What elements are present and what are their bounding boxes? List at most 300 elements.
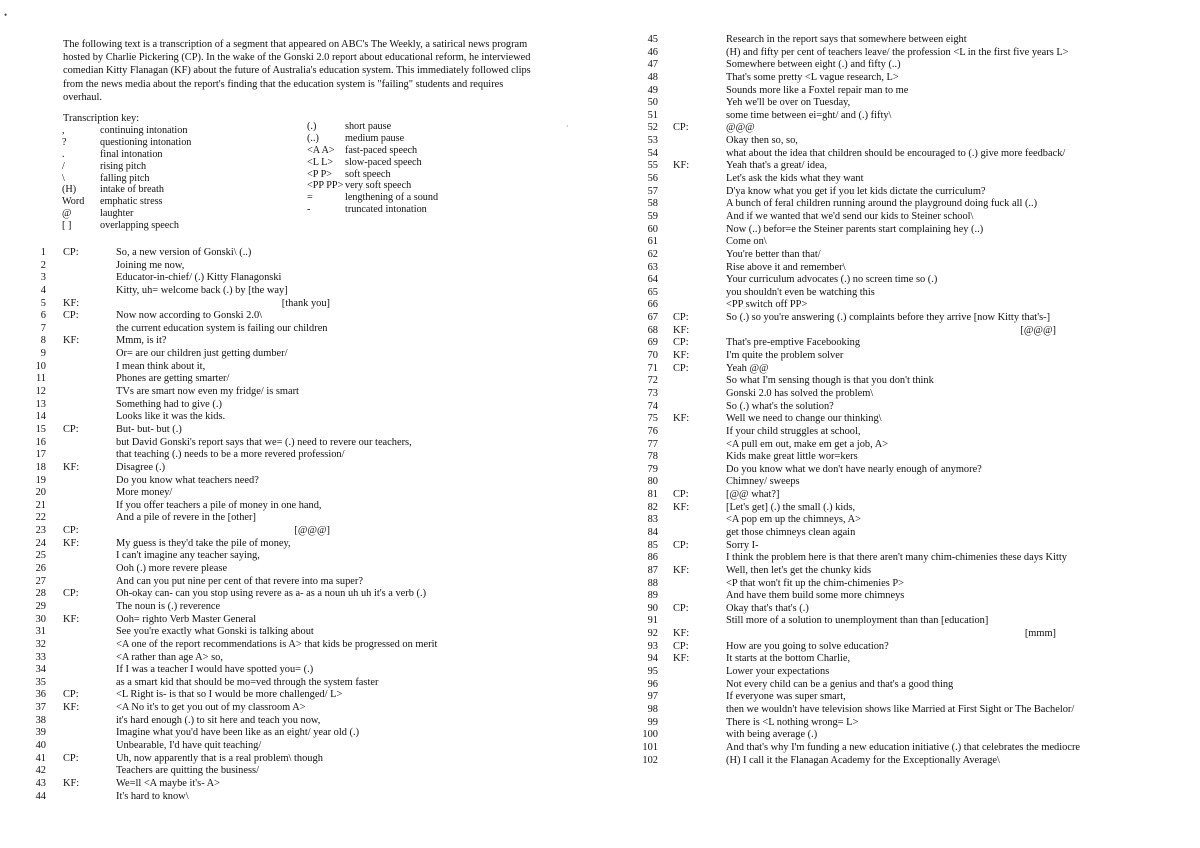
utterance-text: Yeah @@	[726, 362, 769, 374]
utterance-text: [@@ what?]	[726, 489, 780, 501]
utterance-text: I mean think about it,	[116, 360, 206, 372]
line-number: 32	[35, 638, 46, 650]
transcript-line	[28, 512, 437, 525]
line-number: 89	[647, 590, 658, 602]
utterance-text: Sorry I-	[726, 539, 759, 551]
line-number: 2	[40, 259, 46, 271]
line-number: 59	[647, 210, 658, 222]
line-number: 88	[647, 577, 658, 589]
line-number: 101	[642, 741, 658, 753]
utterance-text: Lower your expectations	[726, 666, 830, 678]
speaker-label	[658, 514, 726, 527]
speaker-label	[46, 563, 116, 576]
utterance-text: So, a new version of Gonski\ (..)	[116, 247, 252, 258]
speaker-label	[658, 262, 726, 275]
speaker-label	[46, 348, 116, 361]
speaker-label	[46, 449, 116, 462]
key-meaning: final intonation	[100, 148, 163, 160]
transcript-line	[640, 224, 1080, 237]
speaker-label	[658, 148, 726, 161]
speaker-label: CP:	[63, 247, 79, 258]
transcript-line	[640, 603, 1080, 616]
utterance-text: Do you know what teachers need?	[116, 474, 259, 486]
line-number: 7	[40, 322, 46, 334]
scan-mark-2: ·	[566, 122, 569, 131]
speaker-label	[46, 550, 116, 563]
utterance-text: It starts at the bottom Charlie,	[726, 653, 851, 665]
speaker-label	[46, 664, 116, 677]
transcript-line	[640, 691, 1080, 704]
speaker-label: CP:	[673, 312, 689, 324]
line-number: 79	[647, 463, 658, 475]
transcript-line	[640, 755, 1080, 768]
line-number: 87	[647, 564, 658, 576]
utterance-text: Well, then let's get the chunky kids	[726, 564, 872, 576]
line-number: 97	[647, 691, 658, 703]
line-number: 93	[647, 640, 658, 652]
transcript-line	[28, 462, 437, 475]
utterance-text: My guess is they'd take the pile of money,	[116, 537, 291, 549]
speaker-label	[658, 211, 726, 224]
key-row	[307, 180, 438, 192]
utterance-text: some time between ei=ght/ and (.) fifty\	[726, 109, 892, 121]
transcript-line	[28, 563, 437, 576]
transcript-line	[640, 565, 1080, 578]
utterance-text: Somewhere between eight (.) and fifty (..)	[726, 59, 901, 71]
line-number: 72	[647, 375, 658, 387]
transcript-line	[640, 135, 1080, 148]
key-meaning: laughter	[100, 208, 134, 220]
transcript-line	[640, 615, 1080, 628]
transcription-key-left	[62, 125, 191, 232]
transcript-line	[28, 399, 437, 412]
utterance-text: If I was a teacher I would have spotted you= (.)	[116, 664, 314, 676]
line-number: 81	[647, 489, 658, 501]
transcript-line	[640, 337, 1080, 350]
line-number: 1	[40, 247, 46, 258]
transcript-line	[28, 765, 437, 778]
line-number: 14	[35, 411, 46, 423]
key-row	[62, 208, 191, 220]
speaker-label: KF:	[673, 653, 690, 665]
utterance-text: then we wouldn't have television shows like Married at First Sight or The Bachelor/	[726, 703, 1075, 715]
speaker-label	[658, 451, 726, 464]
transcript-line	[640, 401, 1080, 414]
line-number: 67	[647, 312, 658, 324]
transcript-line	[28, 753, 437, 766]
speaker-label	[658, 578, 726, 591]
utterance-text: Gonski 2.0 has solved the problem\	[726, 387, 874, 399]
speaker-label	[46, 500, 116, 513]
utterance-text: So (.) so you're answering (.) complaints before they arrive [now Kitty that's-]	[726, 312, 1051, 324]
transcript-line	[640, 666, 1080, 679]
transcript-line	[28, 272, 437, 285]
key-meaning: intake of breath	[100, 184, 164, 196]
key-row	[62, 149, 191, 161]
utterance-text: That's some pretty <L vague research, L>	[726, 71, 899, 83]
line-number: 82	[647, 501, 658, 513]
speaker-label: KF:	[673, 160, 690, 172]
utterance-text: Chimney/ sweeps	[726, 476, 800, 488]
utterance-text: Ooh (.) more revere please	[116, 563, 228, 575]
speaker-label	[658, 287, 726, 300]
key-row	[307, 169, 438, 181]
utterance-text: Yeh we'll be over on Tuesday,	[726, 97, 851, 109]
line-number: 48	[647, 71, 658, 83]
speaker-label	[658, 615, 726, 628]
speaker-label	[46, 272, 116, 285]
transcript-line	[28, 386, 437, 399]
key-row	[62, 173, 191, 185]
transcript-line	[640, 388, 1080, 401]
utterance-text: <A pop em up the chimneys, A>	[726, 514, 861, 526]
line-number: 13	[35, 398, 46, 410]
speaker-label	[658, 590, 726, 603]
utterance-text: Looks like it was the kids.	[116, 411, 226, 423]
transcript-line	[640, 186, 1080, 199]
utterance-text: Phones are getting smarter/	[116, 373, 230, 385]
key-row	[307, 133, 438, 145]
line-number: 95	[647, 666, 658, 678]
utterance-text: <A No it's to get you out of my classroom A>	[116, 702, 306, 714]
speaker-label	[658, 299, 726, 312]
line-number: 75	[647, 413, 658, 425]
transcript-line	[640, 325, 1080, 338]
transcript-line	[640, 476, 1080, 489]
key-row	[62, 161, 191, 173]
transcript-line	[28, 285, 437, 298]
line-number: 12	[35, 386, 46, 398]
line-number: 57	[647, 185, 658, 197]
line-number: 83	[647, 514, 658, 526]
transcript-line	[640, 97, 1080, 110]
key-symbol: <A A>	[307, 144, 335, 156]
line-number: 37	[35, 702, 46, 714]
speaker-label: KF:	[673, 324, 690, 336]
utterance-text: A bunch of feral children running around the playground doing fuck all (..)	[726, 198, 1038, 210]
speaker-label	[658, 742, 726, 755]
line-number: 84	[647, 526, 658, 538]
utterance-text: But- but- but (.)	[116, 423, 182, 435]
transcript-line	[28, 538, 437, 551]
speaker-label	[658, 110, 726, 123]
transcript-line	[28, 778, 437, 791]
line-number: 80	[647, 476, 658, 488]
utterance-text: More money/	[116, 487, 173, 499]
key-row	[307, 145, 438, 157]
speaker-label	[46, 791, 116, 804]
transcript-line	[640, 641, 1080, 654]
line-number: 19	[35, 474, 46, 486]
utterance-text: get those chimneys clean again	[726, 526, 856, 538]
utterance-text: Imagine what you'd have been like as an eight/ year old (.)	[116, 727, 360, 739]
key-meaning: medium pause	[345, 132, 405, 144]
speaker-label	[46, 373, 116, 386]
transcript-line	[28, 411, 437, 424]
line-number: 62	[647, 248, 658, 260]
speaker-label	[658, 135, 726, 148]
key-meaning: very soft speech	[345, 180, 412, 192]
key-symbol: ,	[62, 125, 65, 136]
utterance-text: TVs are smart now even my fridge/ is smart	[116, 386, 299, 398]
key-row	[307, 192, 438, 204]
transcript-line	[28, 652, 437, 665]
speaker-label	[658, 375, 726, 388]
utterance-text: Disagree (.)	[116, 461, 166, 473]
utterance-text: Uh, now apparently that is a real problem\ though	[116, 752, 323, 764]
speaker-label	[658, 173, 726, 186]
key-symbol: .	[62, 148, 65, 160]
transcript-line	[640, 375, 1080, 388]
transcript-line	[640, 198, 1080, 211]
utterance-text: <P that won't fit up the chim-chimenies P>	[726, 577, 904, 589]
transcript-line	[640, 451, 1080, 464]
key-row	[62, 220, 191, 232]
line-number: 44	[35, 790, 46, 802]
line-number: 92	[647, 628, 658, 640]
utterance-text: with being average (.)	[726, 729, 818, 741]
transcript-line	[640, 502, 1080, 515]
utterance-text: D'ya know what you get if you let kids dictate the curriculum?	[726, 185, 986, 197]
key-meaning: emphatic stress	[100, 196, 163, 208]
key-meaning: continuing intonation	[100, 125, 188, 136]
speaker-label	[46, 652, 116, 665]
transcript-line	[28, 601, 437, 614]
line-number: 68	[647, 324, 658, 336]
line-number: 69	[647, 337, 658, 349]
key-row	[62, 125, 191, 137]
speaker-label	[46, 260, 116, 273]
transcript-line	[28, 475, 437, 488]
transcript-line	[640, 287, 1080, 300]
speaker-label: KF:	[63, 297, 80, 309]
transcript-line	[640, 704, 1080, 717]
line-number: 39	[35, 727, 46, 739]
transcript-line	[28, 677, 437, 690]
line-number: 58	[647, 198, 658, 210]
speaker-label: CP:	[63, 310, 79, 322]
speaker-label: KF:	[63, 461, 80, 473]
transcript-line	[640, 262, 1080, 275]
transcription-key-right	[307, 121, 438, 216]
transcript-line	[640, 299, 1080, 312]
utterance-text: Not every child can be a genius and that's a good thing	[726, 678, 954, 690]
line-number: 71	[647, 362, 658, 374]
speaker-label	[46, 765, 116, 778]
transcript-line	[28, 310, 437, 323]
utterance-text: (H) I call it the Flanagan Academy for the Exceptionally Average\	[726, 754, 1000, 766]
utterance-text: So (.) what's the solution?	[726, 400, 834, 412]
line-number: 90	[647, 602, 658, 614]
speaker-label	[658, 666, 726, 679]
transcript-line	[28, 260, 437, 273]
transcript-line	[640, 59, 1080, 72]
utterance-text: you shouldn't even be watching this	[726, 286, 875, 298]
utterance-text: And can you put nine per cent of that revere into ma super?	[116, 575, 363, 587]
line-number: 99	[647, 716, 658, 728]
transcript-line	[28, 626, 437, 639]
speaker-label	[46, 727, 116, 740]
utterance-text: Something had to give (.)	[116, 398, 222, 410]
transcript-line	[28, 525, 437, 538]
speaker-label: CP:	[63, 689, 79, 701]
speaker-label: CP:	[63, 752, 79, 764]
line-number: 55	[647, 160, 658, 172]
speaker-label	[658, 464, 726, 477]
key-symbol: <PP PP>	[307, 180, 344, 192]
utterance-text: (H) and fifty per cent of teachers leave/ the profession <L in the first five years L>	[726, 46, 1069, 58]
transcript-line	[640, 439, 1080, 452]
utterance-text: If you offer teachers a pile of money in one hand,	[116, 499, 322, 511]
speaker-label	[658, 72, 726, 85]
line-number: 41	[35, 752, 46, 764]
line-number: 31	[35, 626, 46, 638]
speaker-label: CP:	[63, 525, 79, 537]
utterance-text: See you're exactly what Gonski is talking about	[116, 626, 314, 638]
line-number: 53	[647, 135, 658, 147]
transcript-line	[640, 527, 1080, 540]
line-number: 42	[35, 765, 46, 777]
speaker-label: KF:	[673, 350, 690, 362]
transcript-line	[28, 247, 437, 260]
utterance-text: Yeah that's a great/ idea,	[726, 160, 827, 172]
transcript-line	[640, 173, 1080, 186]
utterance-text: Now now according to Gonski 2.0\	[116, 310, 263, 322]
utterance-text: what about the idea that children should be encouraged to (.) give more feedback/	[726, 147, 1066, 159]
speaker-label	[46, 601, 116, 614]
line-number: 15	[35, 423, 46, 435]
line-number: 63	[647, 261, 658, 273]
speaker-label: CP:	[673, 602, 689, 614]
line-number: 3	[40, 272, 46, 284]
key-row	[307, 204, 438, 216]
utterance-text: [mmm]	[1024, 628, 1056, 640]
line-number: 102	[642, 754, 658, 766]
key-symbol: Word	[62, 196, 85, 208]
line-number: 86	[647, 552, 658, 564]
transcript-line	[640, 236, 1080, 249]
speaker-label: CP:	[673, 362, 689, 374]
transcript-line	[28, 298, 437, 311]
key-row	[307, 121, 438, 133]
utterance-text: If your child struggles at school,	[726, 425, 861, 437]
line-number: 52	[647, 122, 658, 134]
utterance-text: So what I'm sensing though is that you don't think	[726, 375, 934, 387]
transcript-line	[28, 373, 437, 386]
key-meaning: rising pitch	[100, 160, 147, 172]
line-number: 29	[35, 600, 46, 612]
speaker-label: CP:	[63, 588, 79, 600]
speaker-label	[658, 691, 726, 704]
speaker-label	[658, 552, 726, 565]
utterance-text: Mmm, is it?	[116, 335, 167, 347]
transcript-line	[640, 742, 1080, 755]
speaker-label	[46, 411, 116, 424]
key-meaning: soft speech	[345, 168, 391, 180]
transcript-line	[640, 47, 1080, 60]
line-number: 33	[35, 651, 46, 663]
key-symbol: ?	[62, 136, 67, 148]
speaker-label	[46, 323, 116, 336]
line-number: 49	[647, 84, 658, 96]
speaker-label: KF:	[63, 537, 80, 549]
speaker-label	[658, 274, 726, 287]
utterance-text: You're better than that/	[726, 248, 821, 260]
line-number: 22	[35, 512, 46, 524]
transcript-line	[640, 464, 1080, 477]
speaker-label	[46, 487, 116, 500]
speaker-label	[658, 388, 726, 401]
utterance-text: that teaching (.) needs to be a more revered profession/	[116, 449, 345, 461]
utterance-text: Okay then so, so,	[726, 135, 798, 147]
utterance-text: And if we wanted that we'd send our kids to Steiner school\	[726, 210, 974, 222]
utterance-text: Come on\	[726, 236, 767, 248]
speaker-label: CP:	[673, 337, 689, 349]
speaker-label: CP:	[673, 640, 689, 652]
transcript-line	[640, 122, 1080, 135]
line-number: 73	[647, 387, 658, 399]
key-symbol: [ ]	[62, 220, 72, 232]
utterance-text: I can't imagine any teacher saying,	[116, 550, 260, 562]
line-number: 47	[647, 59, 658, 71]
utterance-text: The noun is (.) reverence	[116, 600, 221, 612]
speaker-label: KF:	[673, 413, 690, 425]
transcript-line	[28, 576, 437, 589]
utterance-text: Sounds more like a Foxtel repair man to me	[726, 84, 909, 96]
speaker-label	[658, 729, 726, 742]
speaker-label: KF:	[63, 335, 80, 347]
utterance-text: Ooh= righto Verb Master General	[116, 613, 257, 625]
speaker-label	[46, 285, 116, 298]
key-symbol: <P P>	[307, 168, 332, 180]
key-symbol: (H)	[62, 184, 77, 196]
line-number: 76	[647, 425, 658, 437]
utterance-text: Kitty, uh= welcome back (.) by [the way]	[116, 284, 288, 296]
line-number: 61	[647, 236, 658, 248]
key-meaning: falling pitch	[100, 172, 150, 184]
speaker-label	[658, 755, 726, 768]
utterance-text: [@@@]	[1020, 324, 1056, 336]
line-number: 60	[647, 223, 658, 235]
speaker-label: KF:	[673, 628, 690, 640]
speaker-label	[658, 249, 726, 262]
line-number: 24	[35, 537, 46, 549]
key-symbol: (..)	[307, 132, 319, 144]
utterance-text: Your curriculum advocates (.) no screen time so (.)	[726, 274, 938, 286]
key-meaning: short pause	[345, 121, 392, 132]
transcript-line	[28, 449, 437, 462]
transcript-line	[28, 500, 437, 513]
speaker-label	[658, 59, 726, 72]
transcript-line	[28, 702, 437, 715]
utterance-text: but David Gonski's report says that we= (.) need to revere our teachers,	[116, 436, 412, 448]
utterance-text: Teachers are quitting the business/	[116, 765, 259, 777]
speaker-label: CP:	[673, 122, 689, 134]
transcript-line	[28, 487, 437, 500]
utterance-text: And that's why I'm funding a new education initiative (.) that celebrates the mediocre	[726, 741, 1081, 753]
speaker-label	[658, 476, 726, 489]
line-number: 28	[35, 588, 46, 600]
speaker-label	[46, 576, 116, 589]
utterance-text: <L Right is- is that so I would be more challenged/ L>	[116, 689, 343, 701]
key-meaning: slow-paced speech	[345, 156, 422, 168]
transcript-line	[28, 361, 437, 374]
line-number: 45	[647, 34, 658, 45]
transcript-line	[640, 679, 1080, 692]
line-number: 9	[40, 348, 46, 360]
line-number: 10	[35, 360, 46, 372]
transcript-line	[28, 437, 437, 450]
